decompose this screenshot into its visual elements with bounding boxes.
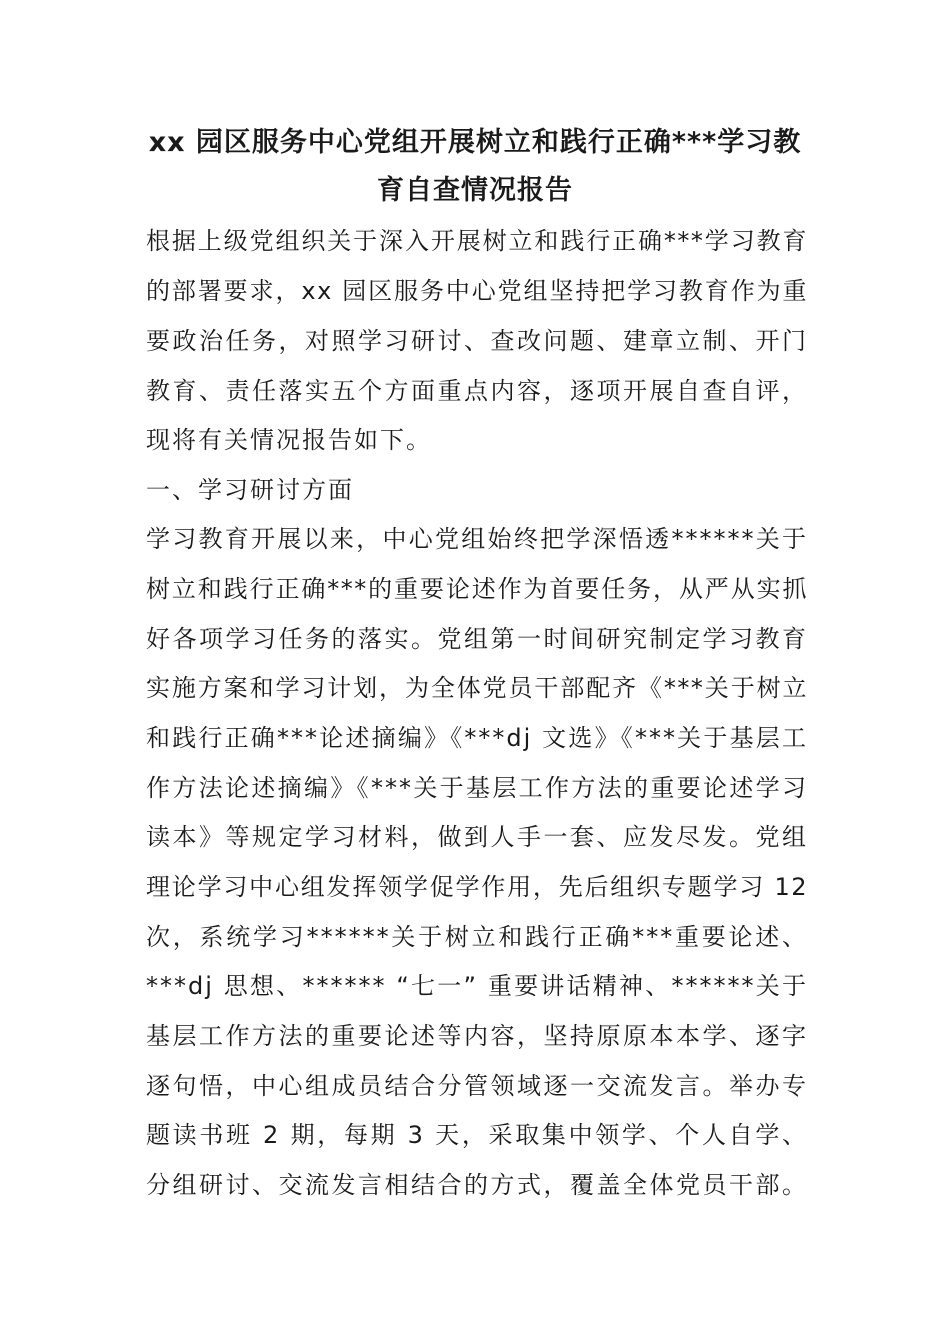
document-title-line-1: xx 园区服务中心党组开展树立和践行正确***学习教: [148, 127, 802, 158]
paragraph-2-line-5: 和践行正确***论述摘编》《***dj 文选》《***关于基层工: [146, 724, 808, 752]
paragraph-1-line-4: 教育、责任落实五个方面重点内容，逐项开展自查自评，: [146, 377, 808, 405]
paragraph-2-line-11: 基层工作方法的重要论述等内容，坚持原原本本学、逐字: [146, 1022, 808, 1050]
paragraph-2-line-3: 好各项学习任务的落实。党组第一时间研究制定学习教育: [146, 625, 808, 653]
paragraph-2-line-8: 理论学习中心组发挥领学促学作用，先后组织专题学习 12: [146, 873, 808, 901]
paragraph-2-line-12: 逐句悟，中心组成员结合分管领域逐一交流发言。举办专: [146, 1072, 808, 1100]
paragraph-1-line-5: 现将有关情况报告如下。: [146, 426, 432, 454]
paragraph-2-line-1: 学习教育开展以来，中心党组始终把学深悟透******关于: [146, 525, 808, 553]
paragraph-2-line-4: 实施方案和学习计划，为全体党员干部配齐《***关于树立: [146, 674, 808, 702]
paragraph-2-line-13: 题读书班 2 期，每期 3 天，采取集中领学、个人自学、: [146, 1121, 808, 1149]
paragraph-2-line-10: ***dj 思想、****** “七一” 重要讲话精神、******关于: [146, 972, 808, 1000]
document-title-line-2: 育自查情况报告: [377, 175, 573, 206]
paragraph-2-line-14: 分组研讨、交流发言相结合的方式，覆盖全体党员干部。: [146, 1171, 808, 1199]
paragraph-1-line-3: 要政治任务，对照学习研讨、查改问题、建章立制、开门: [146, 327, 808, 355]
paragraph-1-line-1: 根据上级党组织关于深入开展树立和践行正确***学习教育: [146, 227, 808, 255]
paragraph-2-line-6: 作方法论述摘编》《***关于基层工作方法的重要论述学习: [146, 774, 808, 802]
paragraph-2-line-2: 树立和践行正确***的重要论述作为首要任务，从严从实抓: [146, 575, 808, 603]
section-heading: 一、学习研讨方面: [146, 476, 354, 504]
paragraph-1-line-2: 的部署要求，xx 园区服务中心党组坚持把学习教育作为重: [146, 277, 808, 305]
paragraph-2-line-7: 读本》等规定学习材料，做到人手一套、应发尽发。党组: [146, 823, 808, 851]
paragraph-2-line-9: 次，系统学习******关于树立和践行正确***重要论述、: [146, 923, 808, 951]
